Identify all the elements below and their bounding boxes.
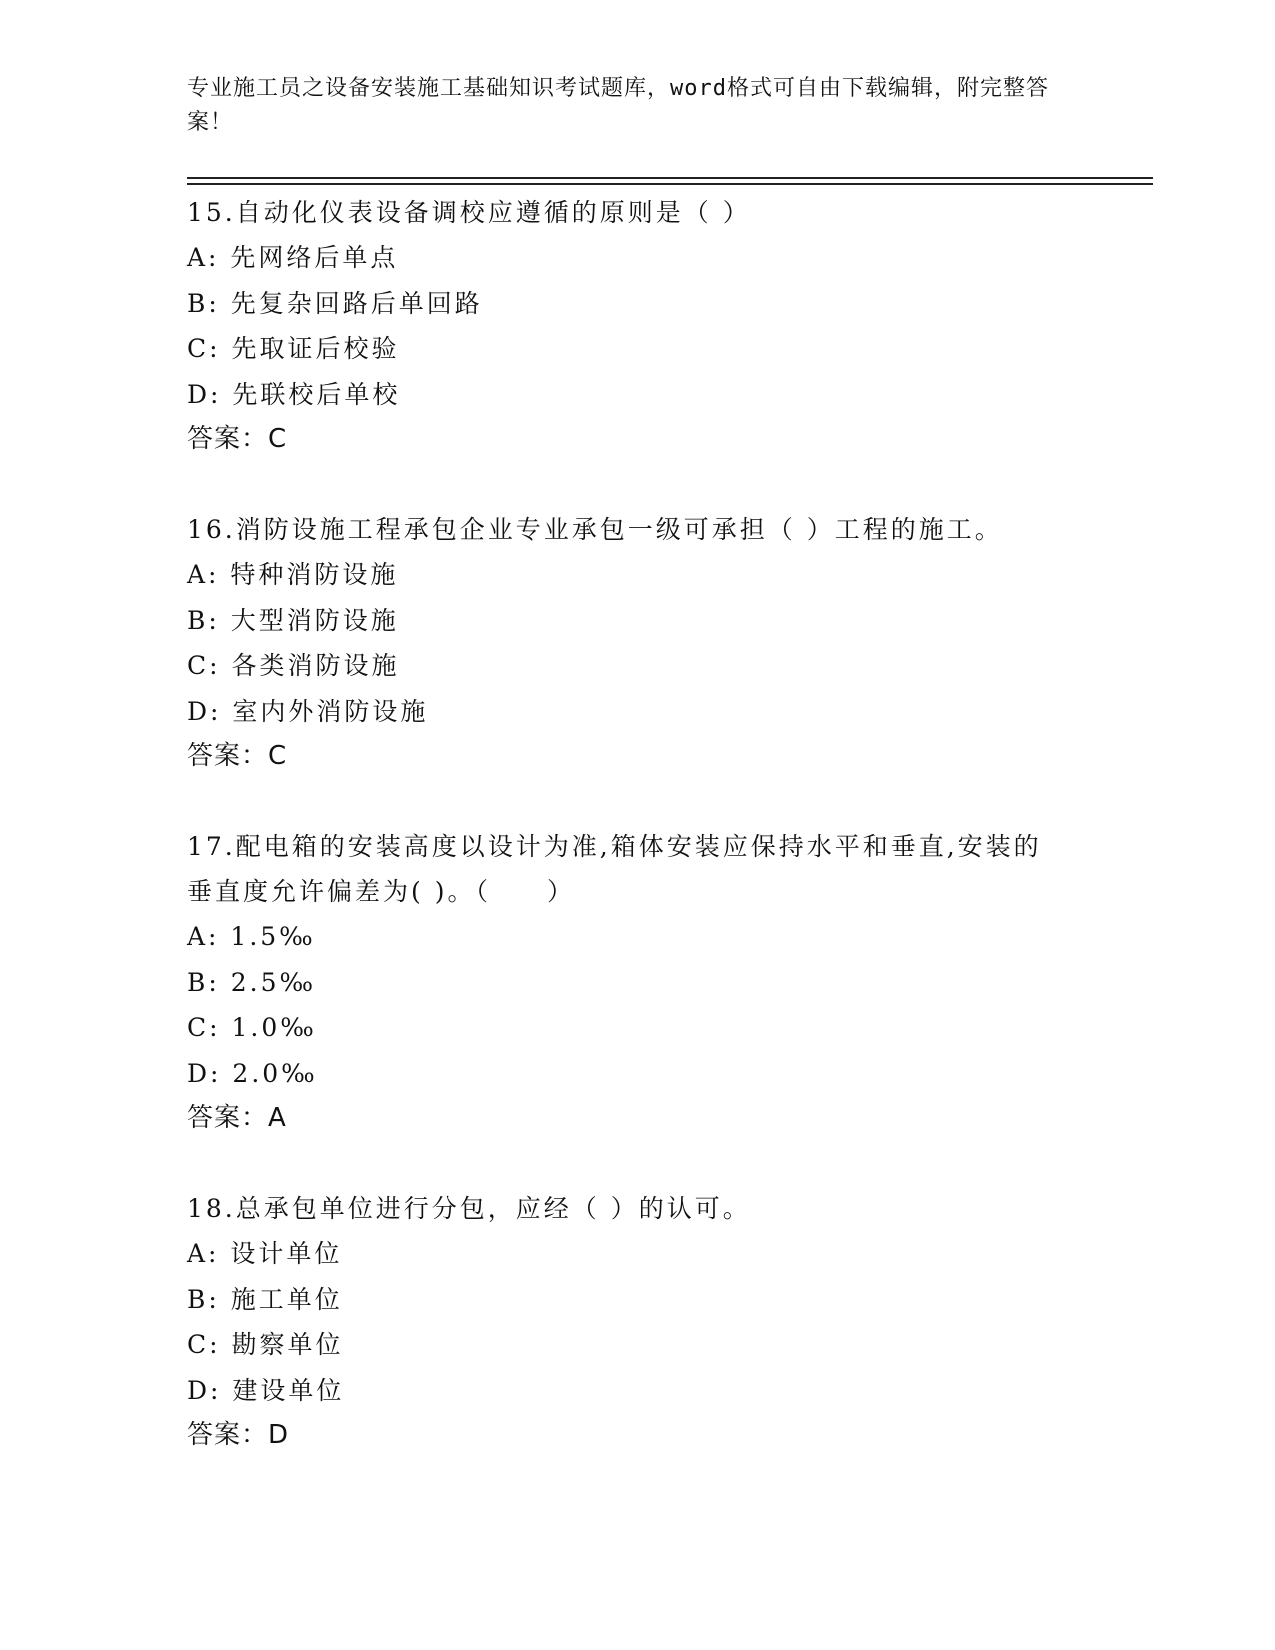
option-c: C: 各类消防设施	[187, 651, 400, 680]
option-d: D: 建设单位	[187, 1375, 345, 1405]
option-b: B: 大型消防设施	[187, 605, 399, 635]
header-divider-bottom	[187, 183, 1153, 185]
option-a: A: 设计单位	[187, 1239, 343, 1268]
header-divider-top	[187, 177, 1153, 179]
option-c: C: 勘察单位	[187, 1330, 344, 1359]
question-18	[187, 1186, 1087, 1458]
answer: 答案：C	[187, 424, 288, 454]
option-a: A: 特种消防设施	[187, 560, 399, 589]
option-b: B: 先复杂回路后单回路	[187, 288, 483, 318]
option-a: A: 1.5‰	[187, 922, 316, 951]
document-header: 专业施工员之设备安装施工基础知识考试题库，word格式可自由下载编辑，附完整答案！	[187, 76, 1049, 135]
option-c: C: 先取证后校验	[187, 334, 400, 363]
question-17	[187, 824, 1087, 1141]
answer: 答案：D	[187, 1420, 290, 1450]
option-b: B: 2.5‰	[187, 967, 317, 997]
question-list	[187, 190, 1087, 1503]
question-stem: 16.消防设施工程承包企业专业承包一级可承担（ ）工程的施工。	[187, 515, 1003, 544]
option-a: A: 先网络后单点	[187, 243, 399, 272]
option-d: D: 室内外消防设施	[187, 696, 429, 726]
option-c: C: 1.0‰	[187, 1013, 317, 1042]
question-stem: 18.总承包单位进行分包，应经（ ）的认可。	[187, 1194, 751, 1223]
option-d: D: 2.0‰	[187, 1058, 318, 1088]
answer: 答案：A	[187, 1103, 287, 1133]
question-16	[187, 507, 1087, 779]
question-15	[187, 190, 1087, 462]
answer: 答案：C	[187, 741, 288, 771]
question-stem: 15.自动化仪表设备调校应遵循的原则是（ ）	[187, 198, 751, 227]
question-stem: 17.配电箱的安装高度以设计为准,箱体安装应保持水平和垂直,安装的垂直度允许偏差为( )。（ ）	[187, 832, 1042, 906]
option-b: B: 施工单位	[187, 1284, 343, 1314]
option-d: D: 先联校后单校	[187, 379, 401, 409]
